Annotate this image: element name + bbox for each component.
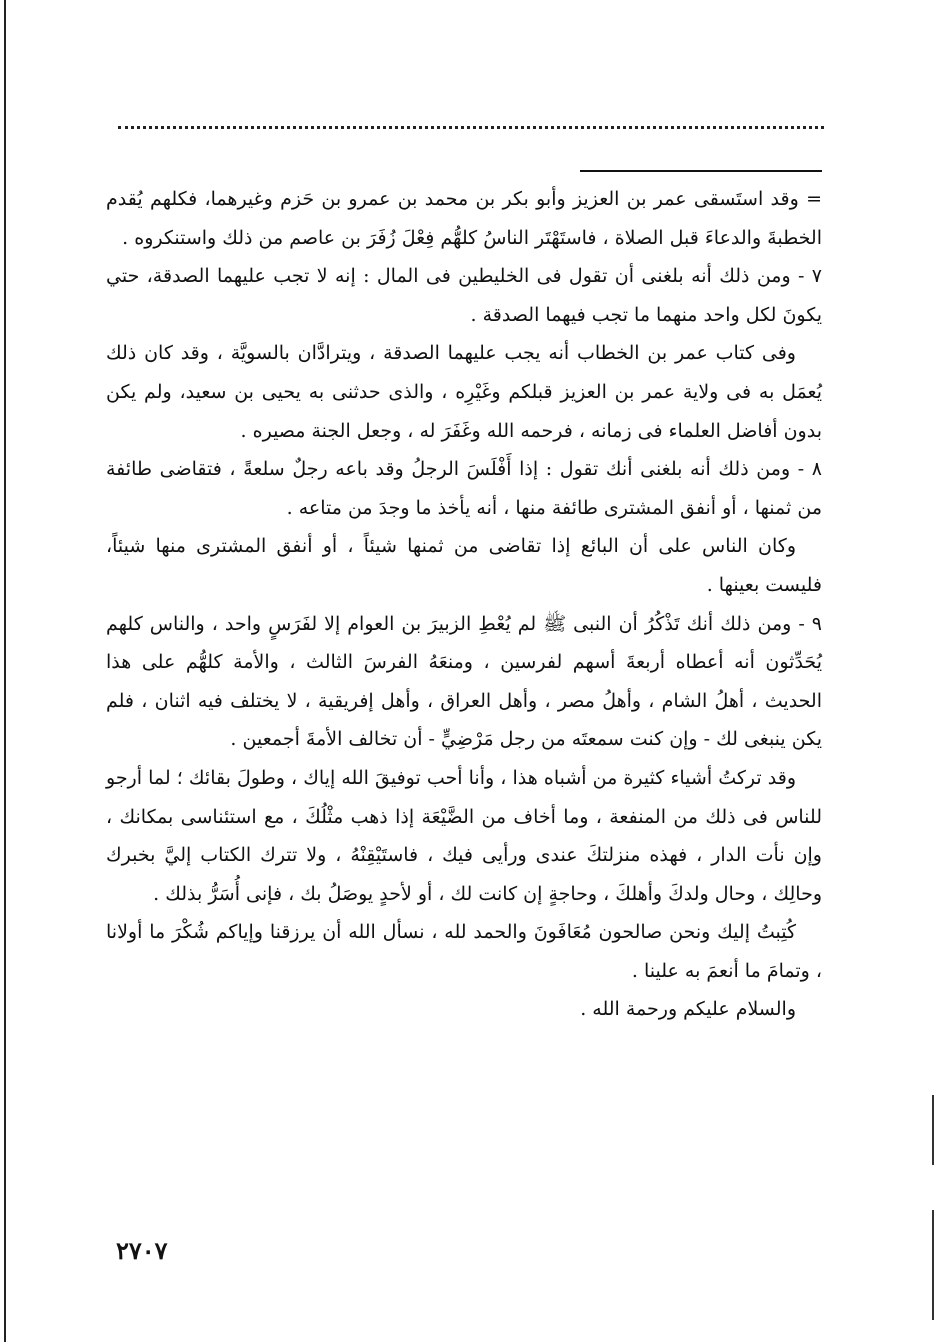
page-number: ٢٧٠٧ xyxy=(116,1236,168,1265)
text-paragraph: ٩ - ومن ذلك أنك تَذْكُرُ أن النبى ﷺ لم يُعْطِ الزبيرَ بن العوام إلا لفَرَسٍ واحد ، والناس كلهم يُحَدِّثون أنه أعطاه أربعةَ أسهم لفرسين ، ومنعَهُ الفرسَ الثالث ، والأمة كلهُّم على هذا الحديث ، أهلُ الشام ، وأهلُ مصر ، وأهل العراق ، وأهل إفريقية ، لا يختلف فيه اثنان ، فلم يكن ينبغى لك - وإن كنت سمعتَه من رجل مَرْضِيٍّ - أن تخالف الأمةَ أجمعين . xyxy=(106,612,822,751)
text-paragraph: وكان الناس على أن البائع إذا تقاضى من ثمنها شيئاً ، أو أنفق المشترى منها شيئاً، فليست بعينها . xyxy=(106,535,822,596)
text-paragraph: والسلام عليكم ورحمة الله . xyxy=(580,998,796,1021)
text-paragraph: كُتِبتُ إليك ونحن صالحون مُعَافَونَ والحمد لله ، نسأل الله أن يرزقنا وإياكم شُكْرَ ما أولانا ، وتمامَ ما أنعمَ به علينا . xyxy=(106,921,822,982)
page-left-border xyxy=(4,0,6,1342)
page-right-edge-mark xyxy=(932,1210,934,1320)
page-right-edge-mark xyxy=(932,1095,934,1165)
header-dotted-rule xyxy=(118,126,824,129)
footnote-text-body xyxy=(106,180,822,1029)
text-paragraph: وفى كتاب عمر بن الخطاب أنه يجب عليهما الصدقة ، ويترادَّان بالسويَّة ، وقد كان ذلك يُعمَل به فى ولاية عمر بن العزيز قبلكم وغَيْرِه ، والذى حدثنى به يحيى بن سعيد، ولم يكن بدون أفاضل العلماء فى زمانه ، فرحمه الله وغَفَرَ له ، وجعل الجنة مصيره . xyxy=(106,342,822,442)
text-paragraph: = وقد استَسقى عمر بن العزيز وأبو بكر بن محمد بن عمرو بن حَزم وغيرهما، فكلهم يُقدم الخطبةَ والدعاءَ قبل الصلاة ، فاستَهْتَر الناسُ كلهُّم فِعْلَ زُفَرَ بن عاصم من ذلك واستنكروه . xyxy=(106,188,822,249)
footnote-separator-rule xyxy=(580,170,822,172)
text-paragraph: ٧ - ومن ذلك أنه بلغنى أن تقول فى الخليطين فى المال : إنه لا تجب عليهما الصدقة، حتي يكونَ لكل واحد منهما ما تجب فيهما الصدقة . xyxy=(106,265,822,326)
text-paragraph: ٨ - ومن ذلك أنه بلغنى أنك تقول : إذا أَفْلَسَ الرجلُ وقد باعه رجلٌ سلعةً ، فتقاضى طائفة من ثمنها ، أو أنفق المشترى طائفة منها ، أنه يأخذ ما وجدَ من متاعه . xyxy=(106,458,822,519)
text-paragraph: وقد تركتُ أشياء كثيرة من أشباه هذا ، وأنا أحب توفيقَ الله إياك ، وطولَ بقائك ؛ لما أرجو للناس فى ذلك من المنفعة ، وما أخاف من الضَّيْعَة إذا ذهب مثْلُكَ ، مع استئناسى بمكانك ، وإن نأت الدار ، فهذه منزلتكَ عندى ورأيى فيك ، فاستَيْقِنْهُ ، ولا تترك الكتاب إليَّ بخبرك وحالِك ، وحال ولدكَ وأهلكَ ، وحاجةٍ إن كانت لك ، أو لأحدٍ يوصَلُ بك ، فإنى أُسَرُّ بذلك . xyxy=(106,766,822,905)
